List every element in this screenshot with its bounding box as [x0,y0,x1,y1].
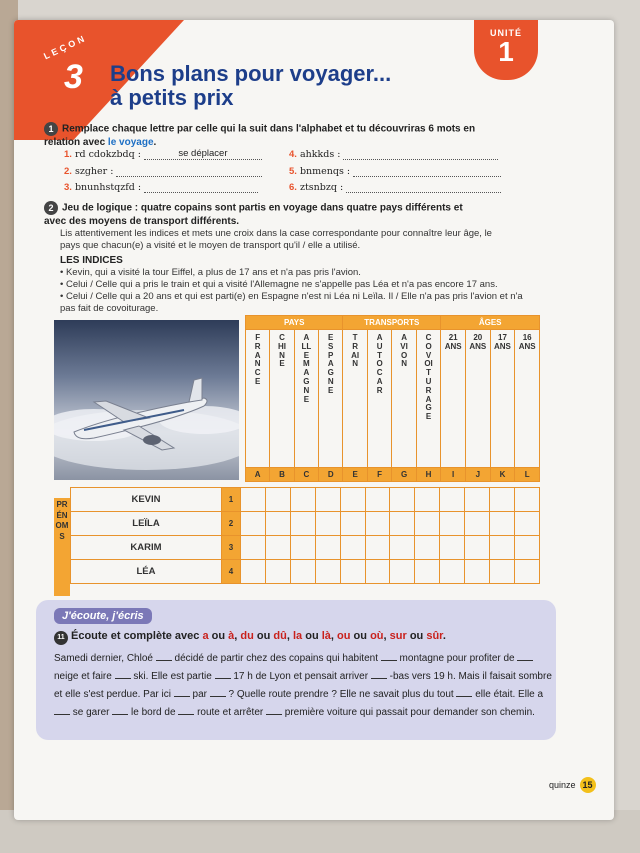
row-number: 4 [222,560,241,584]
grid-cell[interactable] [340,536,365,560]
code-item [64,148,262,160]
grid-cell[interactable] [365,560,390,584]
blank-field[interactable] [517,651,533,661]
clue-3: • Celui / Celle qui a 20 ans et qui est parti(e) en Espagne n'est ni Léa ni Leïla. Il / Elle n'a pas pris l'avion et n'a pas fait de covoiturage. [60,291,523,314]
grid-cell[interactable] [290,512,315,536]
code-num: 1. [64,149,72,160]
code-num: 5. [289,166,297,177]
code-word: szgher : [74,166,114,177]
grid-cell[interactable] [265,560,290,584]
grid-cell[interactable] [365,488,390,512]
code-word: rd cdokzbdq : [74,149,141,160]
text-segment: se garer [72,707,113,718]
code-item [289,181,501,193]
grid-cell[interactable] [440,560,465,584]
grid-cell[interactable] [440,512,465,536]
instruction-fragment: ou [253,630,274,642]
column-letter: G [392,468,416,482]
column-letter: F [367,468,391,482]
column-label: 20 ANS [469,333,487,351]
blank-field[interactable] [381,651,397,661]
column-header [367,330,391,468]
exercise-1-text: Remplace chaque lettre par celle qui la suit dans l'alphabet et tu découvriras 6 mots en relation avec [44,123,476,148]
grid-cell[interactable] [514,560,539,584]
blank-field[interactable] [456,687,472,697]
page-footer [549,777,596,793]
column-header [270,330,294,468]
column-label: 17 ANS [494,333,511,351]
name-rows [70,487,540,584]
grid-cell[interactable] [290,536,315,560]
unit-number: 1 [498,36,514,67]
grid-cell[interactable] [390,560,415,584]
column-label: AVION [400,333,408,369]
grid-cell[interactable] [340,560,365,584]
code-word: ahkkds : [299,149,341,160]
highlight-word: là [321,630,331,642]
grid-cell[interactable] [465,512,490,536]
grid-cell[interactable] [415,488,440,512]
grid-cell[interactable] [514,536,539,560]
grid-cell[interactable] [415,560,440,584]
grid-cell[interactable] [315,512,340,536]
grid-cell[interactable] [241,512,266,536]
column-label: 21 ANS [444,333,462,351]
group-header-pays: PAYS [246,316,343,330]
prenoms-label: PRÉNOMS [54,498,70,596]
highlight-word: du [240,630,254,642]
column-label: CHINE [278,333,287,369]
exercise-1-highlight: le voyage [107,137,154,148]
unit-label: UNITÉ [490,28,522,38]
highlight-word: a [202,630,209,642]
grid-cell[interactable] [265,536,290,560]
instruction-fragment: ou [208,630,229,642]
exercise-2-paragraph: Lis attentivement les indices et mets une croix dans la case correspondante pour connaître leur âge, le pays que chacun(e) a visité et le moyen de transport qu'il / elle a utilisé. [60,228,492,251]
indices-title: LES INDICES [60,255,123,266]
grid-cell[interactable] [490,560,515,584]
column-header [319,330,343,468]
highlight-word: où [370,630,384,642]
highlight-word: la [292,630,303,642]
code-item [289,165,501,177]
text-segment: -bas vers 19 h. Mais il faisait sombre et elle s'est perdue. Par ici [54,671,552,700]
title-line-1: Bons plans pour voyager... [110,61,392,86]
lesson-number: 3 [64,58,83,96]
table-row [71,536,540,560]
page-number: 15 [580,777,596,793]
highlight-word: ou [337,630,351,642]
clue-1: • Kevin, qui a visité la tour Eiffel, a plus de 17 ans et n'a pas pris l'avion. [60,267,361,278]
grid-cell[interactable] [390,512,415,536]
column-header [392,330,416,468]
unit-badge [474,20,538,80]
grid-cell[interactable] [490,488,515,512]
row-number: 3 [222,536,241,560]
highlight-word: sur [389,630,407,642]
title-line-2: à petits prix [110,85,234,110]
grid-cell[interactable] [390,488,415,512]
row-number: 2 [222,512,241,536]
grid-cell[interactable] [290,488,315,512]
column-letter: D [319,468,343,482]
blank-field[interactable] [115,669,131,679]
group-header-transports: TRANSPORTS [343,316,441,330]
answer-field[interactable]: se déplacer [144,148,262,160]
table-row [71,560,540,584]
instruction-fragment: , [234,630,241,642]
column-header [515,330,540,468]
code-item [64,181,258,193]
clue-2: • Celui / Celle qui a pris le train et qui a visité l'Allemagne ne s'appelle pas Léa et n'a pas encore 17 ans. [60,279,498,290]
grid-cell[interactable] [514,512,539,536]
page-title [110,62,450,110]
grid-cell[interactable] [490,512,515,536]
table-row [71,488,540,512]
exercise-1-instruction [44,122,494,149]
column-label: 16 ANS [518,333,536,351]
grid-cell[interactable] [490,536,515,560]
column-label: AUTOCAR [376,333,383,395]
grid-cell[interactable] [241,536,266,560]
instruction-fragment: ou [406,630,427,642]
textbook-page [14,20,614,820]
page-word: quinze [549,780,576,790]
text-segment: neige et faire [54,671,115,682]
code-word: bnmenqs : [299,166,351,177]
code-item [289,148,498,160]
exercise-1-number: 1 [44,122,58,136]
grid-cell[interactable] [290,560,315,584]
logic-grid [245,315,540,482]
answer-field[interactable] [346,181,501,193]
row-name: KEVIN [71,488,222,512]
column-header [343,330,367,468]
column-letter: H [416,468,440,482]
grid-cell[interactable] [340,512,365,536]
text-segment: par [192,689,210,700]
airplane-photo [54,320,239,480]
grid-cell[interactable] [440,536,465,560]
column-label: ESPAGNE [327,333,334,395]
grid-cell[interactable] [415,536,440,560]
instruction-fragment: ou [302,630,322,642]
text-segment: ? Quelle route prendre ? Elle ne savait plus du tout [228,689,457,700]
answer-field[interactable] [116,165,262,177]
grid-cell[interactable] [315,536,340,560]
column-letter: L [515,468,540,482]
blank-field[interactable] [112,705,128,715]
column-letter: E [343,468,367,482]
highlight-word: sûr [426,630,443,642]
text-segment: route et arrêter [197,707,266,718]
column-letter: I [441,468,466,482]
grid-cell[interactable] [265,512,290,536]
ecoute-paragraph [54,650,554,722]
grid-cell[interactable] [241,560,266,584]
text-segment: première voiture qui passait pour demander son chemin. [284,707,535,718]
column-label: COVOITURAGE [424,333,433,422]
grid-cell[interactable] [315,488,340,512]
text-segment: 17 h de Lyon et pensait arriver [233,671,371,682]
grid-cell[interactable] [340,488,365,512]
blank-field[interactable] [215,669,231,679]
airplane-icon [54,320,239,480]
group-header-ages: ÂGES [441,316,540,330]
text-segment: elle était. Elle a [475,689,544,700]
text-segment: le bord de [131,707,179,718]
exercise-2-number: 2 [44,201,58,215]
code-item [64,165,262,177]
highlight-word: dû [273,630,287,642]
instruction-fragment: . [442,630,446,642]
grid-cell[interactable] [440,488,465,512]
grid-cell[interactable] [514,488,539,512]
exercise-2-instruction [44,201,484,228]
column-letter: J [465,468,490,482]
blank-field[interactable] [371,669,387,679]
row-name: KARIM [71,536,222,560]
column-letter: A [246,468,270,482]
grid-cell[interactable] [465,488,490,512]
code-num: 2. [64,166,72,177]
lecon-label: LEÇON [42,32,89,62]
column-header [416,330,440,468]
grid-cell[interactable] [390,536,415,560]
column-header [294,330,318,468]
column-label: TRAIN [351,333,360,369]
row-name: LÉA [71,560,222,584]
answer-field[interactable] [353,165,501,177]
text-segment: décidé de partir chez des copains qui habitent [174,653,381,664]
grid-cell[interactable] [365,512,390,536]
blank-field[interactable] [174,687,190,697]
row-name: LEÏLA [71,512,222,536]
column-header [490,330,515,468]
grid-cell[interactable] [265,488,290,512]
grid-cell[interactable] [315,560,340,584]
column-header [246,330,270,468]
grid-cell[interactable] [465,536,490,560]
grid-cell[interactable] [415,512,440,536]
blank-field[interactable] [266,705,282,715]
answer-field[interactable] [144,181,258,193]
column-letter: B [270,468,294,482]
blank-field[interactable] [54,705,70,715]
ecoute-instruction-text [71,630,446,642]
grid-cell[interactable] [465,560,490,584]
column-header [465,330,490,468]
row-number: 1 [222,488,241,512]
grid-cell[interactable] [365,536,390,560]
highlight-word: à [228,630,235,642]
instruction-fragment: , [383,630,390,642]
exercise-2-text: Jeu de logique : quatre copains sont partis en voyage dans quatre pays différents et avec des moyens de transport différents. [44,202,463,227]
headphones-icon: 11 [54,631,68,645]
column-letter: K [490,468,515,482]
text-segment: Samedi dernier, Chloé [54,653,156,664]
column-label: FRANCE [254,333,261,386]
code-num: 6. [289,182,297,193]
code-word: bnunhstqzfd : [74,182,142,193]
blank-field[interactable] [178,705,194,715]
code-num: 4. [289,149,297,160]
ecoute-tag: J'écoute, j'écris [54,608,152,624]
code-num: 3. [64,182,72,193]
blank-field[interactable] [210,687,226,697]
instruction-fragment: ou [350,630,371,642]
ecoute-instruction [54,630,446,645]
column-letter: C [294,468,318,482]
instruction-fragment: Écoute et complète avec [71,630,203,642]
grid-cell[interactable] [241,488,266,512]
instruction-fragment: , [286,630,293,642]
instruction-fragment: , [330,630,338,642]
answer-field[interactable] [343,148,498,160]
code-word: ztsnbzq : [299,182,344,193]
table-row [71,512,540,536]
column-label: ALLEMAGNE [301,333,312,404]
text-segment: ski. Elle est partie [133,671,215,682]
exercise-1-suffix: . [153,137,157,148]
blank-field[interactable] [156,651,172,661]
text-segment: montagne pour profiter de [399,653,518,664]
column-header [441,330,466,468]
